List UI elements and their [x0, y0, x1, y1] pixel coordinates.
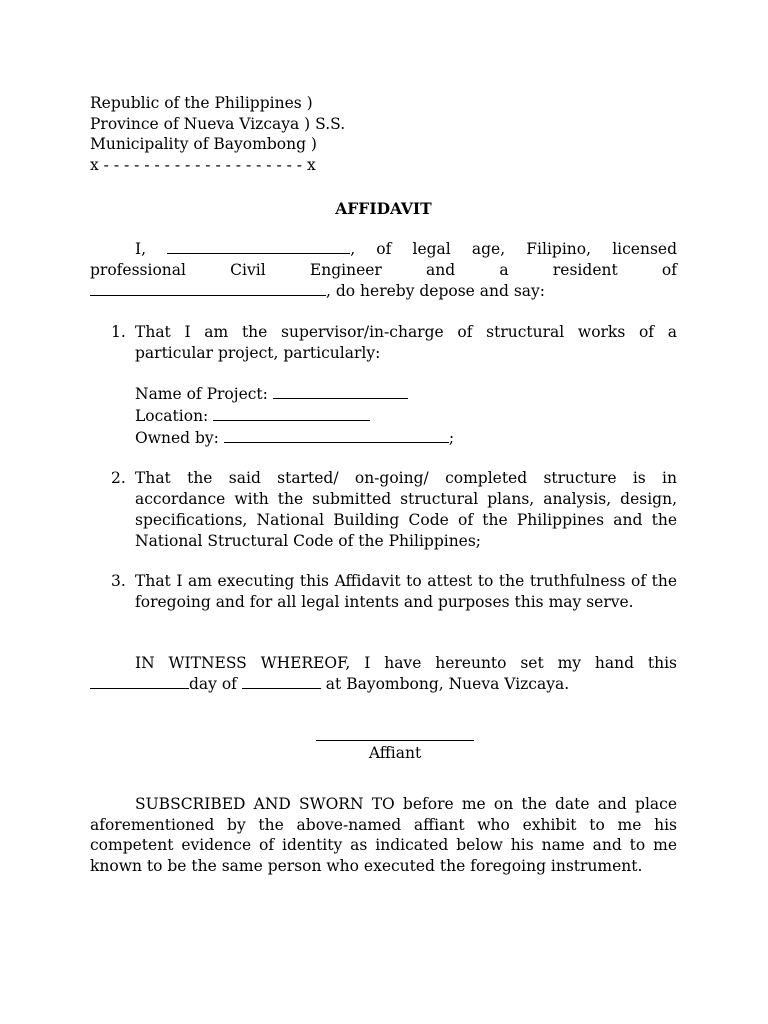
witness-day-blank	[90, 673, 189, 689]
clause-2	[90, 468, 677, 551]
project-location-row	[90, 405, 677, 427]
project-owner-blank	[224, 427, 449, 443]
clause-3	[90, 571, 677, 612]
project-name-blank	[273, 383, 408, 399]
clause-2-text: That the said started/ on-going/ completed structure is in accordance with the submitted structural plans, analysis, design, specifications, National Building Code of the Philippines and the National Structural Code of the Philippines;	[135, 469, 677, 550]
venue-republic: Republic of the Philippines )	[90, 94, 313, 112]
venue-municipality: Municipality of Bayombong )	[90, 135, 317, 154]
project-location-blank	[213, 405, 370, 421]
witness-text-2: day of	[189, 675, 237, 694]
venue-header	[90, 93, 677, 176]
witness-paragraph	[90, 653, 677, 695]
residence-blank	[90, 280, 326, 296]
clause-1-number: 1.	[111, 322, 126, 341]
affidavit-document	[90, 93, 677, 877]
intro-paragraph	[90, 238, 677, 302]
witness-text-3: at Bayombong, Nueva Vizcaya.	[325, 675, 570, 694]
intro-text-1: I,	[135, 239, 147, 258]
clause-2-number: 2.	[111, 469, 126, 488]
affiant-label: Affiant	[368, 744, 422, 763]
intro-text-3: , do hereby depose and say:	[326, 282, 546, 301]
document-title: AFFIDAVIT	[335, 198, 432, 218]
witness-text-1: IN WITNESS WHEREOF, I have hereunto set my hand this	[135, 653, 677, 672]
affiant-signature-line	[316, 740, 474, 741]
project-location-label: Location:	[135, 407, 209, 426]
affiant-signature-block	[90, 733, 677, 773]
project-details	[90, 383, 677, 448]
project-name-label: Name of Project:	[135, 385, 268, 404]
intro-text-2: , of legal age, Filipino, licensed professional Civil Engineer and a resident of	[90, 239, 677, 279]
project-owner-row	[90, 427, 677, 449]
project-name-row	[90, 383, 677, 405]
clause-3-number: 3.	[111, 572, 126, 591]
witness-month-blank	[242, 673, 321, 689]
jurat-paragraph: SUBSCRIBED AND SWORN TO before me on the date and place aforementioned by the above-named affiant who exhibit to me his competent evidence of identity as indicated below his name and to me known to be the same person who executed the foregoing instrument.	[90, 795, 677, 876]
clause-3-text: That I am executing this Affidavit to attest to the truthfulness of the foregoing and for all legal intents and purposes this may serve.	[135, 572, 677, 611]
venue-province: Province of Nueva Vizcaya ) S.S.	[90, 114, 346, 133]
affiant-name-blank	[167, 238, 350, 254]
project-owner-suffix: ;	[448, 428, 455, 447]
project-owner-label: Owned by:	[135, 428, 219, 447]
clause-1	[90, 322, 677, 363]
clause-1-text: That I am the supervisor/in-charge of structural works of a particular project, particularly:	[135, 322, 677, 362]
venue-divider: x - - - - - - - - - - - - - - - - - - - - x	[90, 156, 316, 175]
